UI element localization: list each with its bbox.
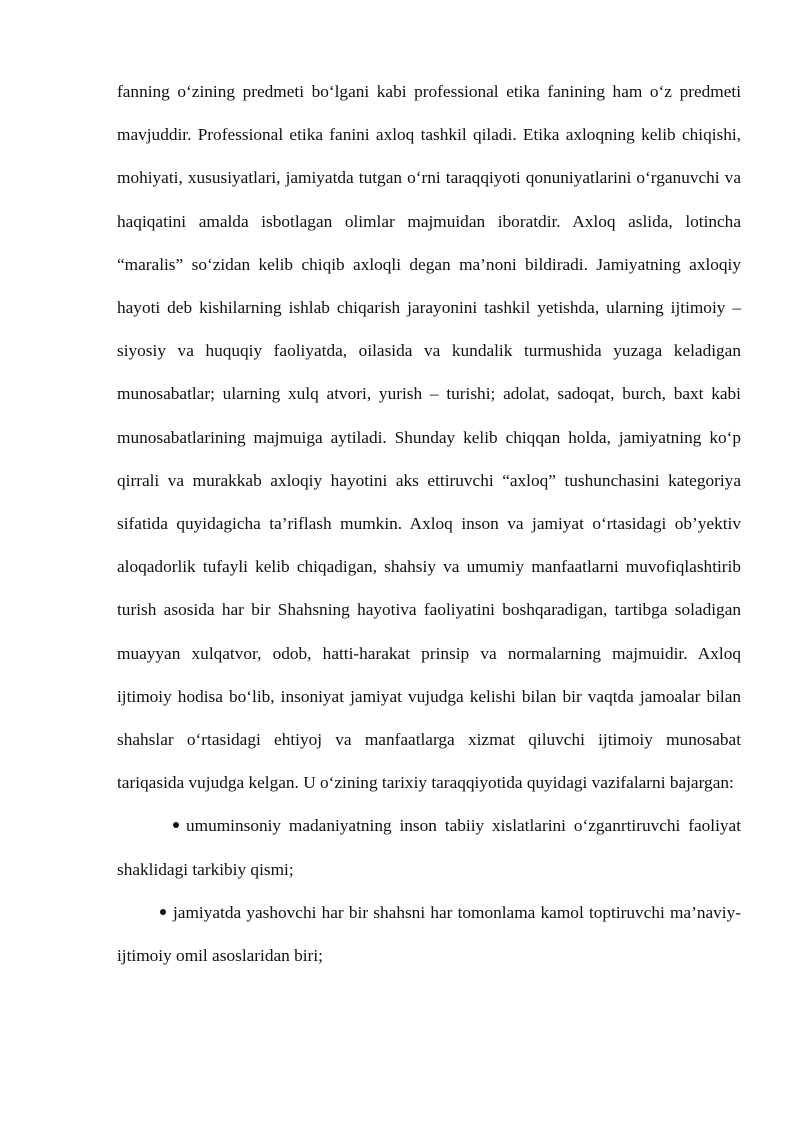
- bullet-item-1: [117, 804, 741, 890]
- bullet-item-1-text: umuminsoniy madaniyatning inson tabiiy xislatlarini o‘zganrtiruvchi faoliyat shaklidagi tarkibiy qismi;: [117, 816, 741, 879]
- bullet-dot-icon: [173, 822, 179, 828]
- body-paragraph: fanning o‘zining predmeti bo‘lgani kabi professional etika fanining ham o‘z predmeti mavjuddir. Professional etika fanini axloq tashkil qiladi. Etika axloqning kelib chiqishi, mohiyati, xususiyatlari, jamiyatda tutgan o‘rni taraqqiyoti qonuniyatlarini o‘rganuvchi va haqiqatini amalda isbotlagan olimlar majmuidan iboratdir. Axloq aslida, lotincha “maralis” so‘zidan kelib chiqib axloqli degan ma’noni bildiradi. Jamiyatning axloqiy hayoti deb kishilarning ishlab chiqarish jarayonini tashkil yetishda, ularning ijtimoiy – siyosiy va huquqiy faoliyatda, oilasida va kundalik turmushida yuzaga keladigan munosabatlar; ularning xulq atvori, yurish – turishi; adolat, sadoqat, burch, baxt kabi munosabatlarining majmuiga aytiladi. Shunday kelib chiqqan holda, jamiyatning ko‘p qirrali va murakkab axloqiy hayotini aks ettiruvchi “axloq” tushunchasini kategoriya sifatida quyidagicha ta’riflash mumkin. Axloq inson va jamiyat o‘rtasidagi ob’yektiv aloqadorlik tufayli kelib chiqadigan, shahsiy va umumiy manfaatlarni muvofiqlashtirib turish asosida har bir Shahsning hayotiva faoliyatini boshqaradigan, tartibga soladigan muayyan xulqatvor, odob, hatti-harakat prinsip va normalarning majmuidir. Axloq ijtimoiy hodisa bo‘lib, insoniyat jamiyat vujudga kelishi bilan bir vaqtda jamoalar bilan shahslar o‘rtasidagi ehtiyoj va manfaatlarga xizmat qiluvchi ijtimoiy munosabat tariqasida vujudga kelgan. U o‘zining tarixiy taraqqiyotida quyidagi vazifalarni bajargan:: [117, 82, 741, 793]
- bullet-item-2-text: jamiyatda yashovchi har bir shahsni har tomonlama kamol toptiruvchi ma’naviy-ijtimoiy omil asoslaridan biri;: [117, 902, 741, 966]
- bullet-dot-icon: [160, 909, 166, 915]
- document-page: [117, 70, 741, 977]
- bullet-item-2: [117, 891, 741, 977]
